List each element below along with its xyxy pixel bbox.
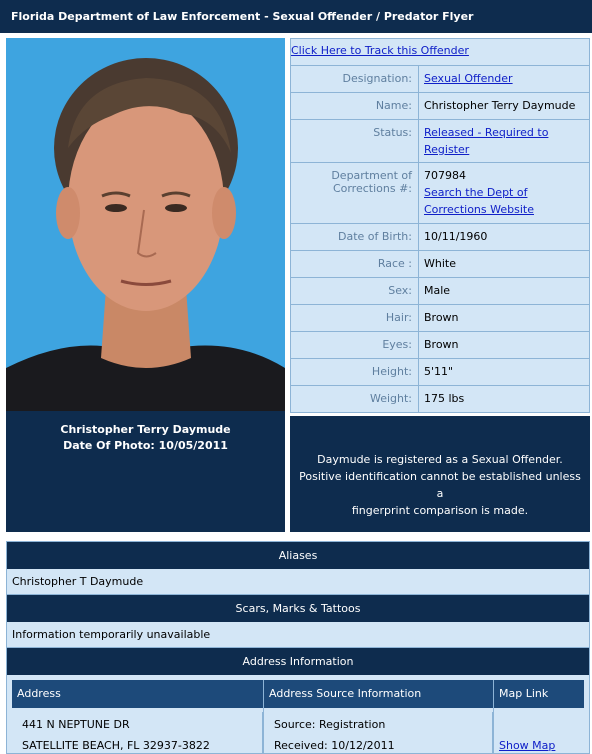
name-value: Christopher Terry Daymude: [424, 99, 576, 112]
track-offender-link[interactable]: Click Here to Track this Offender: [291, 44, 469, 57]
name-row: [291, 92, 589, 119]
sex-row: [291, 277, 589, 304]
address-line-1: 441 N NEPTUNE DR: [17, 712, 263, 733]
address-table-header: [12, 680, 584, 708]
sex-value: Male: [424, 284, 451, 297]
address-heading: Address Information: [7, 648, 589, 675]
received-value: Received: 10/12/2011: [269, 733, 493, 754]
show-map-link[interactable]: Show Map: [499, 739, 556, 752]
maplink-cell: [494, 708, 584, 754]
notice-line-1: Daymude is registered as a Sexual Offender.: [317, 453, 563, 466]
identification-notice: [290, 416, 590, 532]
aliases-value: Christopher T Daymude: [7, 569, 589, 595]
status-row: [291, 119, 589, 162]
notice-line-3: fingerprint comparison is made.: [351, 504, 529, 517]
designation-row: [291, 65, 589, 92]
height-label: Height:: [291, 359, 419, 385]
smt-value: Information temporarily unavailable: [7, 622, 589, 648]
eyes-value: Brown: [424, 338, 459, 351]
status-label: Status:: [291, 120, 419, 162]
track-row: [291, 39, 589, 65]
smt-heading: Scars, Marks & Tattoos: [7, 595, 589, 622]
address-col-header: Address: [12, 680, 264, 708]
weight-value: 175 lbs: [424, 392, 465, 405]
designation-label: Designation:: [291, 66, 419, 92]
doc-row: [291, 162, 589, 223]
hair-value: Brown: [424, 311, 459, 324]
designation-link[interactable]: Sexual Offender: [424, 72, 513, 85]
additional-info-section: [6, 541, 590, 754]
address-cell: [12, 708, 264, 754]
source-cell: [264, 708, 494, 754]
photo-date: Date Of Photo: 10/05/2011: [63, 439, 228, 452]
height-value: 5'11": [424, 365, 454, 378]
status-link[interactable]: Released - Required to Register: [424, 126, 549, 156]
source-value: Source: Registration: [269, 712, 493, 733]
page-title: Florida Department of Law Enforcement - Sexual Offender / Predator Flyer: [0, 0, 592, 33]
doc-search-link[interactable]: Search the Dept of Corrections Website: [424, 186, 534, 216]
offender-photo: [6, 38, 285, 411]
notice-line-2: Positive identification cannot be established unless a: [299, 470, 581, 500]
race-row: [291, 250, 589, 277]
race-label: Race :: [291, 251, 419, 277]
photo-panel: [6, 38, 285, 532]
source-col-header: Address Source Information: [264, 680, 494, 708]
name-label: Name:: [291, 93, 419, 119]
hair-label: Hair:: [291, 305, 419, 331]
doc-label: Department of Corrections #:: [291, 163, 419, 223]
dob-label: Date of Birth:: [291, 224, 419, 250]
sex-label: Sex:: [291, 278, 419, 304]
weight-label: Weight:: [291, 386, 419, 412]
maplink-col-header: Map Link: [499, 687, 549, 700]
photo-caption: [6, 422, 285, 454]
eyes-row: [291, 331, 589, 358]
race-value: White: [424, 257, 456, 270]
aliases-heading: Aliases: [7, 542, 589, 569]
address-table: [7, 675, 589, 754]
table-row: [12, 708, 584, 754]
dob-value: 10/11/1960: [424, 230, 488, 243]
hair-row: [291, 304, 589, 331]
eyes-label: Eyes:: [291, 332, 419, 358]
address-line-2: SATELLITE BEACH, FL 32937-3822: [17, 733, 263, 754]
dob-row: [291, 223, 589, 250]
weight-row: [291, 385, 589, 412]
height-row: [291, 358, 589, 385]
offender-details-table: [290, 38, 590, 413]
photo-name: Christopher Terry Daymude: [60, 423, 231, 436]
doc-number: 707984: [424, 169, 466, 182]
